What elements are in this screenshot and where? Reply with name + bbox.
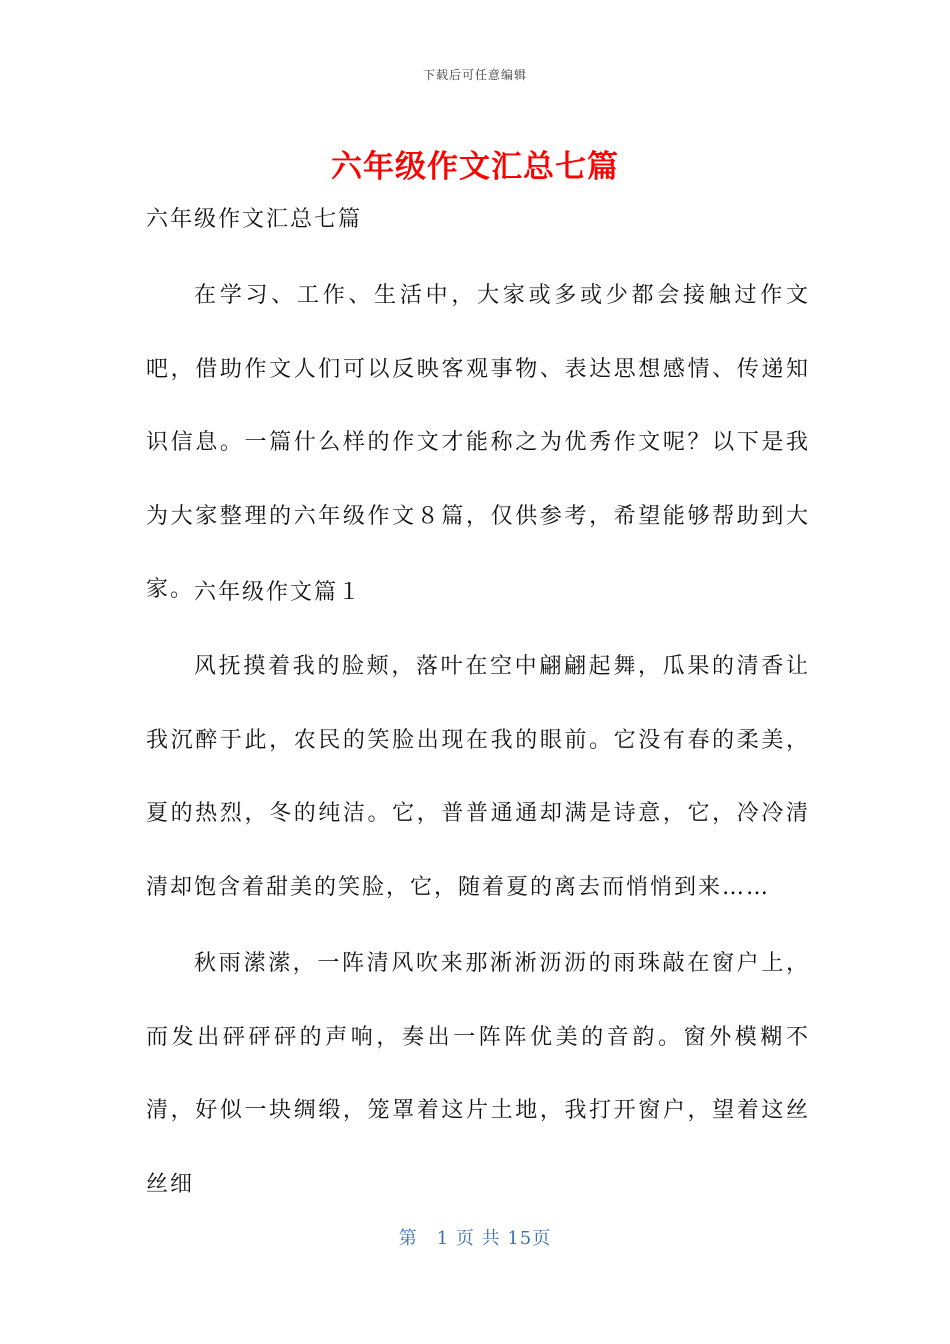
section-heading: 六年级作文篇１ xyxy=(194,580,363,605)
intro-paragraph: 在学习、工作、生活中，大家或多或少都会接触过作文吧，借助作文人们可以反映客观事物、表达思想感情、传递知识信息。一篇什么样的作文才能称之为优秀作文呢？以下是我为大家整理的六年级作文８篇，仅供参考，希望能够帮助到大家。 xyxy=(146,283,810,602)
body-paragraph-2: 秋雨潆潆，一阵清风吹来那淅淅沥沥的雨珠敲在窗户上，而发出砰砰砰的声响，奏出一阵阵优美的音韵。窗外模糊不清，好似一块绸缎，笼罩着这片土地，我打开窗户，望着这丝丝细 xyxy=(146,951,810,1197)
body-paragraph-1: 风抚摸着我的脸颊，落叶在空中翩翩起舞，瓜果的清香让我沉醉于此，农民的笑脸出现在我的眼前。它没有春的柔美，夏的热烈，冬的纯洁。它，普普通通却满是诗意，它，冷冷清清却饱含着甜美的笑脸，它，随着夏的离去而悄悄到来…… xyxy=(146,654,810,900)
header-note: 下载后可任意编辑 xyxy=(422,68,527,82)
document-subtitle: 六年级作文汇总七篇 xyxy=(146,207,363,232)
document-title: 六年级作文汇总七篇 xyxy=(331,149,619,185)
page-indicator: 第 1 页 共 15页 xyxy=(398,1228,552,1249)
